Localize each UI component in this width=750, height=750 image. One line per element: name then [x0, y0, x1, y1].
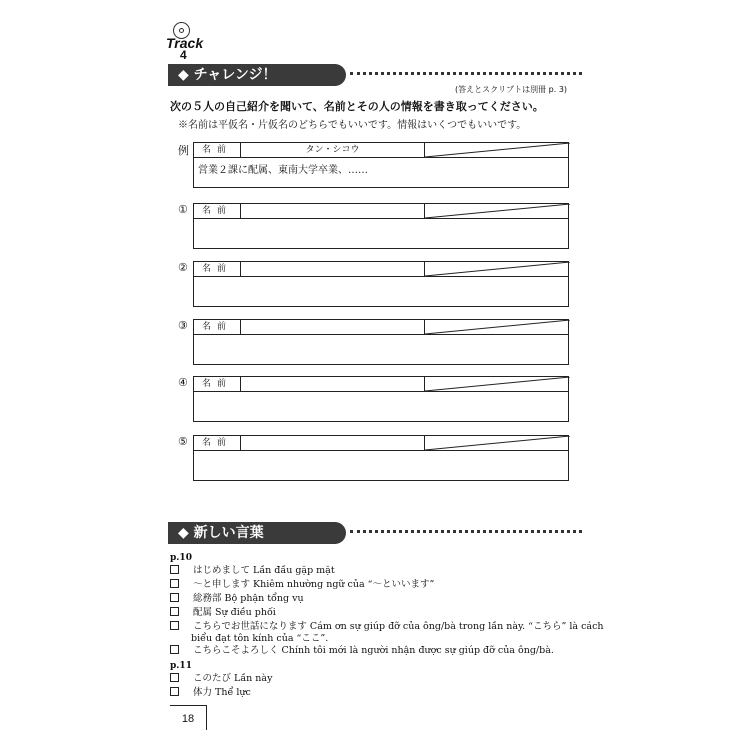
vocab-item-continued: biểu đạt tôn kính của “ここ”.: [191, 633, 329, 644]
vocab-item: このたび Lần này: [170, 673, 272, 685]
vocab-banner: ◆ 新しい言葉: [168, 522, 346, 544]
vocab-item: 体力 Thể lực: [170, 687, 251, 699]
name-value[interactable]: [241, 204, 424, 218]
banner-dots: [350, 72, 582, 75]
entry-marker: 例: [178, 144, 189, 157]
diagonal-line: [425, 143, 570, 157]
vocab-item: こちらこそよろしく Chính tôi mới là người nhận được sự giúp đỡ của ông/bà.: [170, 645, 554, 657]
banner-dots: [350, 530, 582, 533]
name-value[interactable]: [241, 262, 424, 276]
checkbox[interactable]: [170, 593, 179, 602]
vocab-item: 総務部 Bộ phận tổng vụ: [170, 593, 304, 605]
page-number: 18: [170, 705, 207, 730]
page-ref: p.11: [170, 661, 192, 671]
entry-marker: ②: [178, 261, 188, 274]
entry-4[interactable]: [193, 376, 569, 422]
name-label: 名前: [194, 262, 241, 276]
vocab-item: はじめまして Lần đầu gặp mặt: [170, 565, 335, 577]
checkbox[interactable]: [170, 645, 179, 654]
answer-note: (答えとスクリプトは別冊 p. 3): [455, 85, 568, 94]
checkbox[interactable]: [170, 673, 179, 682]
entry-3[interactable]: [193, 319, 569, 365]
entry-1[interactable]: [193, 203, 569, 249]
name-value: タン・シコウ: [305, 145, 360, 155]
diagonal-line: [425, 436, 570, 450]
diagonal-line: [425, 377, 570, 391]
vocab-item: 配属 Sự điều phối: [170, 607, 276, 619]
page-ref: p.10: [170, 553, 192, 563]
entry-2[interactable]: [193, 261, 569, 307]
name-label: 名前: [194, 320, 241, 334]
vocab-item: 〜と申します Khiêm nhường ngữ của “〜といいます”: [170, 579, 434, 591]
instruction: 次の５人の自己紹介を聞いて、名前とその人の情報を書き取ってください。: [170, 100, 544, 113]
name-label: 名前: [194, 436, 241, 450]
entry-marker: ⑤: [178, 435, 188, 448]
entry-marker: ③: [178, 319, 188, 332]
name-label: 名前: [194, 377, 241, 391]
example-entry: [193, 142, 569, 188]
diagonal-line: [425, 262, 570, 276]
info-value: 営業２課に配属、東南大学卒業、……: [198, 165, 368, 176]
track-number: 4: [180, 48, 187, 62]
checkbox[interactable]: [170, 687, 179, 696]
sub-instruction: ※名前は平仮名・片仮名のどちらでもいいです。情報はいくつでもいいです。: [178, 120, 527, 131]
vocab-item: こちらでお世話になります Cám ơn sự giúp đỡ của ông/bà trong lần này. “こちら” là cách: [170, 621, 604, 633]
name-value[interactable]: [241, 320, 424, 334]
checkbox[interactable]: [170, 621, 179, 630]
entry-marker: ④: [178, 376, 188, 389]
checkbox[interactable]: [170, 607, 179, 616]
diagonal-line: [425, 320, 570, 334]
name-label: 名前: [194, 204, 241, 218]
track-label: Track: [166, 35, 204, 51]
entry-marker: ①: [178, 203, 188, 216]
checkbox[interactable]: [170, 579, 179, 588]
entry-5[interactable]: [193, 435, 569, 481]
diagonal-line: [425, 204, 570, 218]
name-label: 名前: [194, 143, 241, 157]
name-value[interactable]: [241, 436, 424, 450]
checkbox[interactable]: [170, 565, 179, 574]
name-value[interactable]: [241, 377, 424, 391]
challenge-banner: ◆ チャレンジ！: [168, 64, 346, 86]
